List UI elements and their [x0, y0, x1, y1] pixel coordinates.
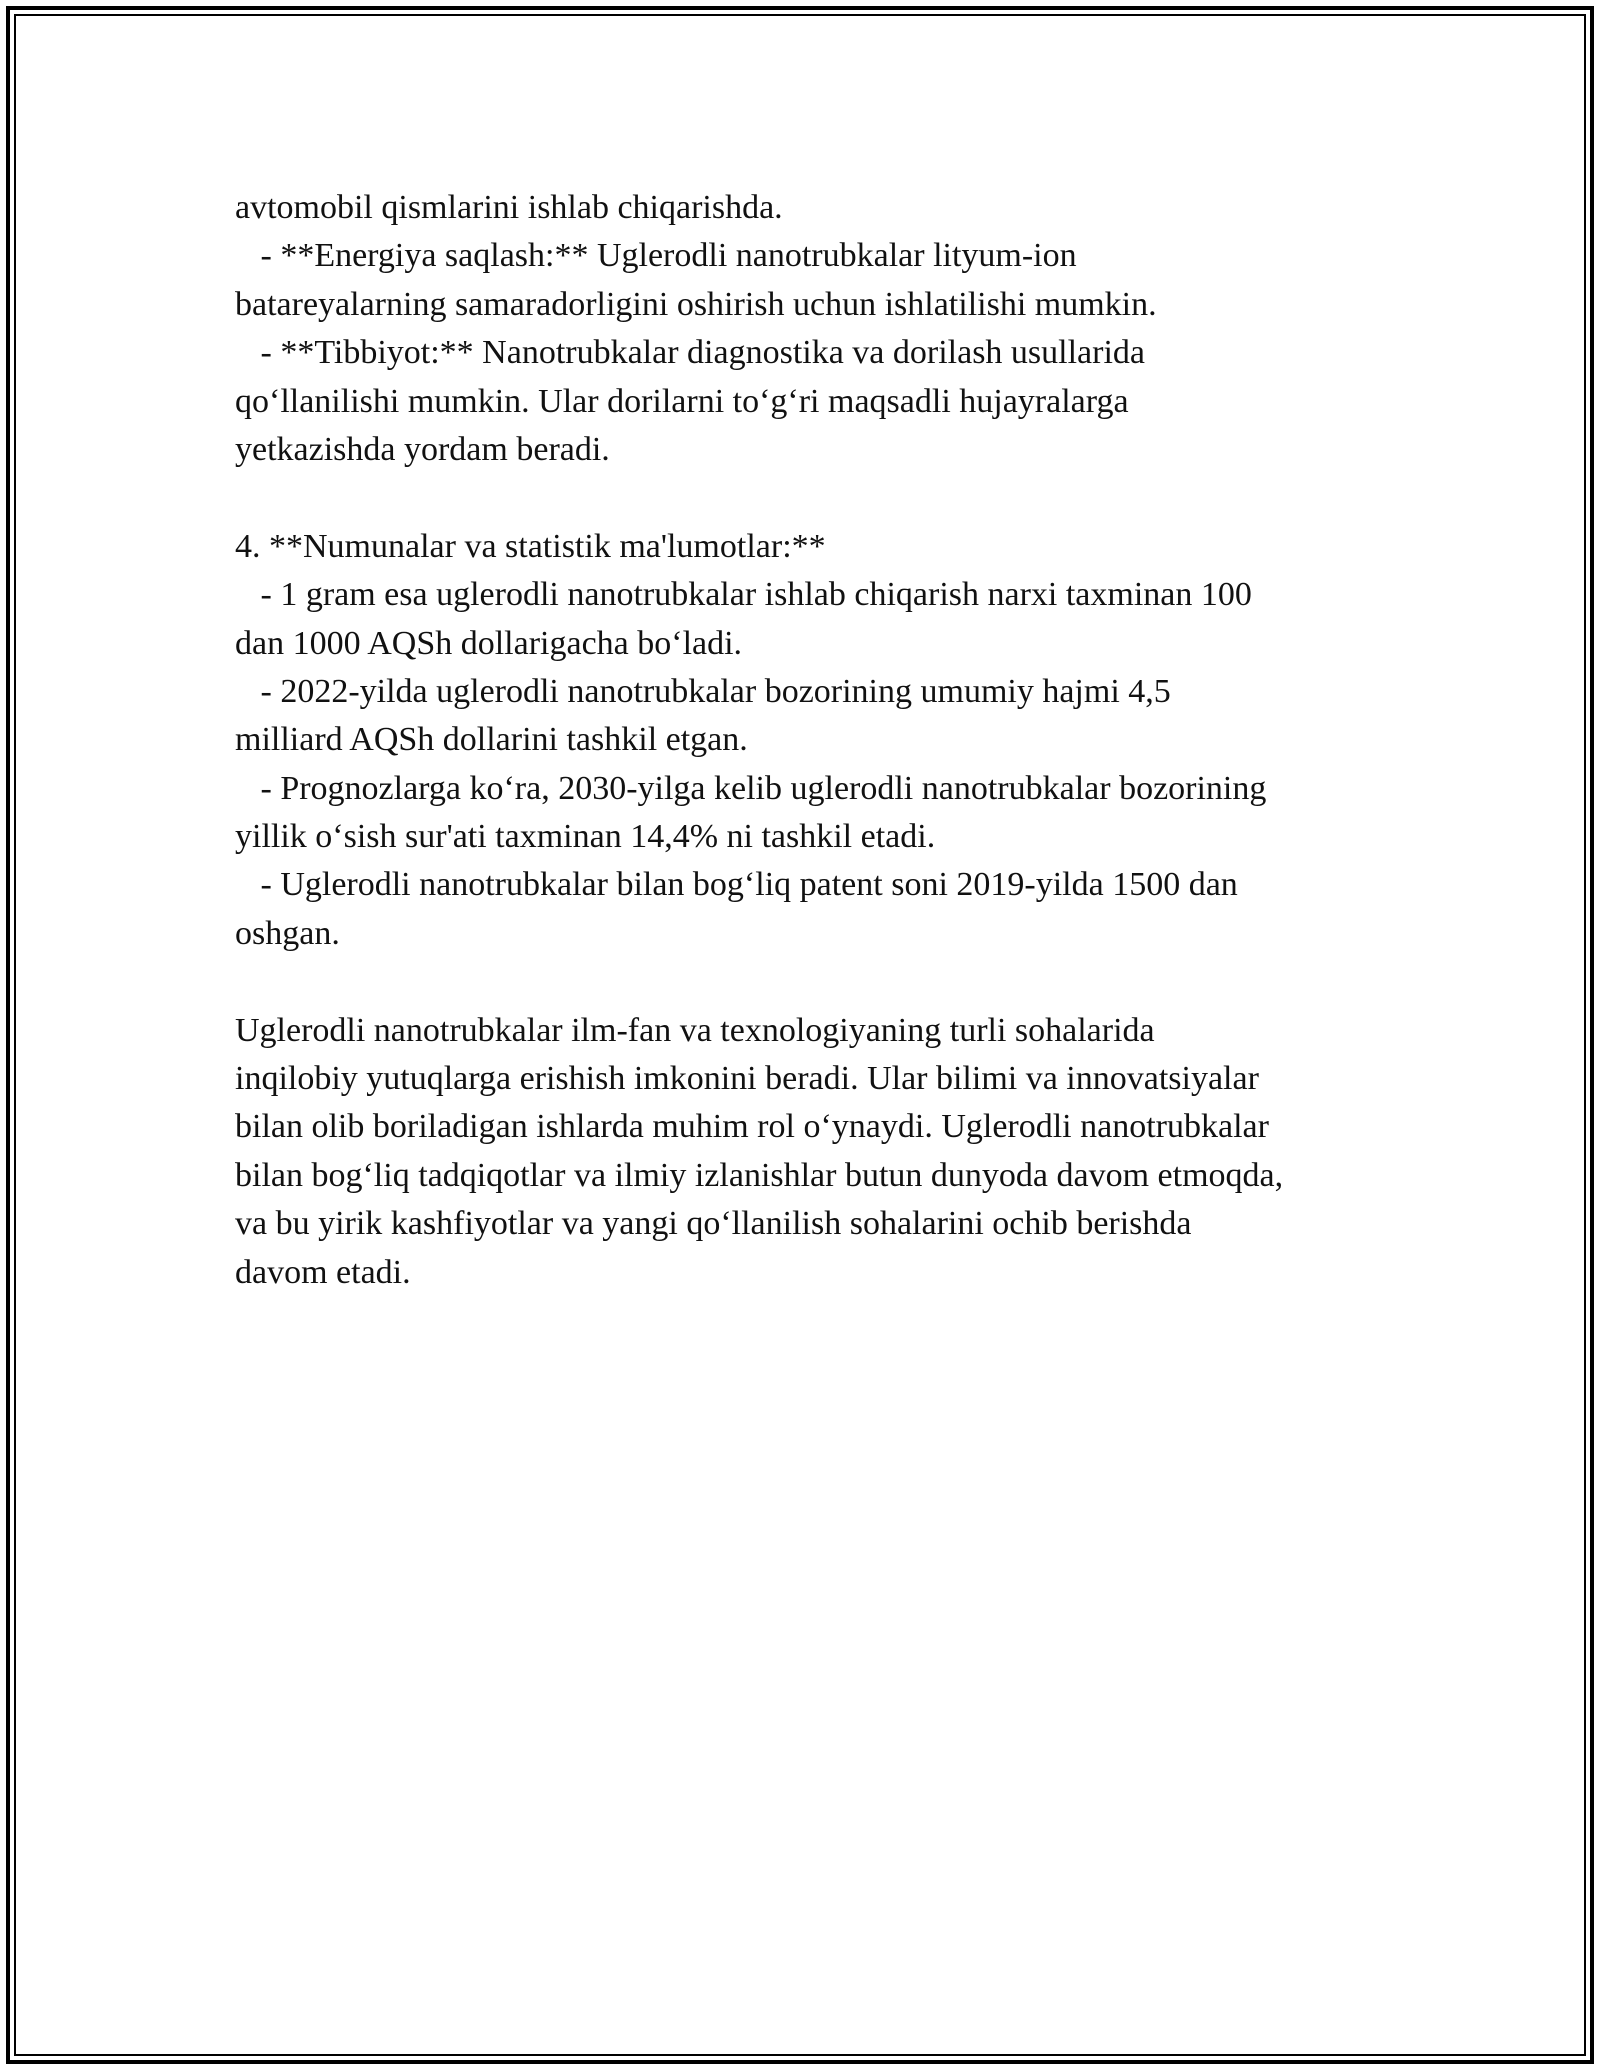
text-line: - **Energiya saqlash:** Uglerodli nanotrubkalar lityum-ion: [235, 237, 1077, 275]
conclusion-paragraph: [235, 1007, 1395, 1297]
section-heading: 4. **Numunalar va statistik ma'lumotlar:**: [235, 527, 826, 565]
paragraph-gap: [235, 474, 1395, 522]
text-line: - Uglerodli nanotrubkalar bilan bog‘liq patent soni 2019-yilda 1500 dan: [235, 866, 1238, 904]
text-line: inqilobiy yutuqlarga erishish imkonini beradi. Ular bilimi va innovatsiyalar: [235, 1060, 1259, 1098]
text-line: davom etadi.: [235, 1253, 411, 1291]
text-line: - 2022-yilda uglerodli nanotrubkalar bozorining umumiy hajmi 4,5: [235, 672, 1171, 710]
statistics-section: [235, 523, 1395, 959]
text-line: yetkazishda yordam beradi.: [235, 430, 610, 468]
text-line: qo‘llanilishi mumkin. Ular dorilarni to‘g‘ri maqsadli hujayralarga: [235, 382, 1129, 420]
paragraph-gap: [235, 958, 1395, 1006]
applications-continuation: [235, 184, 1395, 474]
text-line: oshgan.: [235, 914, 340, 952]
text-line: va bu yirik kashfiyotlar va yangi qo‘llanilish sohalarini ochib berishda: [235, 1205, 1192, 1243]
text-line: bilan bog‘liq tadqiqotlar va ilmiy izlanishlar butun dunyoda davom etmoqda,: [235, 1156, 1284, 1194]
text-line: milliard AQSh dollarini tashkil etgan.: [235, 721, 748, 759]
text-line: avtomobil qismlarini ishlab chiqarishda.: [235, 189, 783, 226]
text-line: - **Tibbiyot:** Nanotrubkalar diagnostika va dorilash usullarida: [235, 334, 1145, 372]
text-line: bilan olib boriladigan ishlarda muhim rol o‘ynaydi. Uglerodli nanotrubkalar: [235, 1108, 1269, 1146]
text-line: dan 1000 AQSh dollarigacha bo‘ladi.: [235, 624, 743, 662]
document-body: [235, 184, 1395, 1297]
text-line: - Prognozlarga ko‘ra, 2030-yilga kelib uglerodli nanotrubkalar bozorining: [235, 769, 1267, 807]
text-line: - 1 gram esa uglerodli nanotrubkalar ishlab chiqarish narxi taxminan 100: [235, 576, 1252, 614]
text-line: Uglerodli nanotrubkalar ilm-fan va texnologiyaning turli sohalarida: [235, 1011, 1155, 1049]
text-line: batareyalarning samaradorligini oshirish uchun ishlatilishi mumkin.: [235, 285, 1157, 323]
text-line: yillik o‘sish sur'ati taxminan 14,4% ni tashkil etadi.: [235, 818, 936, 856]
